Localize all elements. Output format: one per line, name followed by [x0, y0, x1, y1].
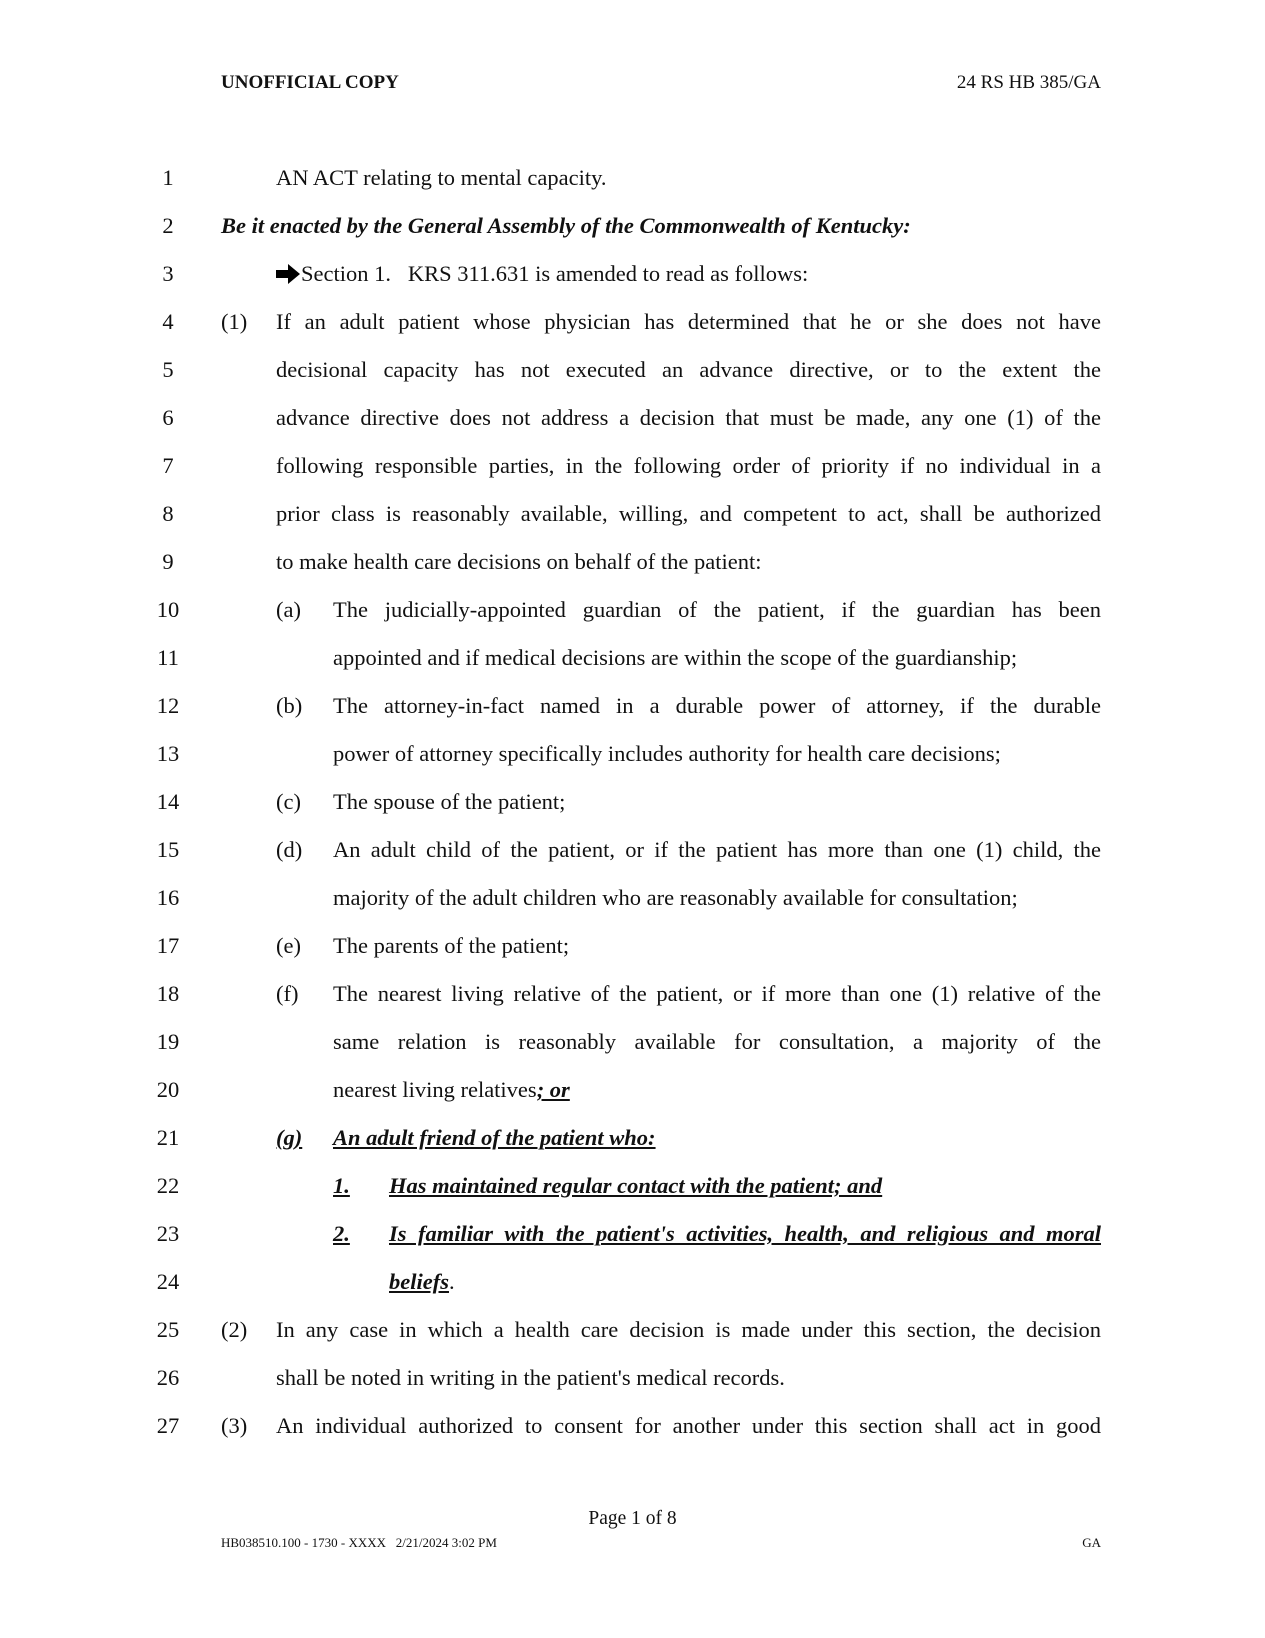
line-text: If an adult patient whose physician has determined that he or she does not have: [276, 309, 1101, 334]
line-6: [0, 403, 1265, 433]
line-text: The attorney-in-fact named in a durable power of attorney, if the durable: [333, 693, 1101, 718]
line-2: [0, 211, 1265, 241]
inserted-item-label: 1.: [333, 1173, 350, 1198]
line-8: [0, 499, 1265, 529]
line-25: [0, 1315, 1265, 1345]
line-text: decisional capacity has not executed an advance directive, or to the extent the: [276, 357, 1101, 382]
line-text: appointed and if medical decisions are within the scope of the guardianship;: [333, 645, 1018, 670]
line-number: 4: [162, 309, 174, 334]
line-24: [0, 1267, 1265, 1297]
line-number: 14: [156, 789, 180, 814]
line-7: [0, 451, 1265, 481]
inserted-text: beliefs: [389, 1269, 449, 1294]
line-text: An adult child of the patient, or if the patient has more than one (1) child, the: [333, 837, 1101, 862]
line-text: The judicially-appointed guardian of the patient, if the guardian has been: [333, 597, 1101, 622]
text-segment: nearest living relatives: [333, 1077, 537, 1102]
line-number: 20: [156, 1077, 180, 1102]
line-number: 10: [156, 597, 180, 622]
line-number: 6: [162, 405, 174, 430]
line-number: 27: [156, 1413, 180, 1438]
line-number: 23: [156, 1221, 180, 1246]
inserted-text: Is familiar with the patient's activities, health, and religious and moral: [389, 1221, 1101, 1246]
line-21: [0, 1123, 1265, 1153]
line-text: power of attorney specifically includes authority for health care decisions;: [333, 741, 1001, 766]
line-5: [0, 355, 1265, 385]
line-27: [0, 1411, 1265, 1441]
line-number: 11: [157, 645, 179, 670]
line-23: [0, 1219, 1265, 1249]
line-16: [0, 883, 1265, 913]
line-12: [0, 691, 1265, 721]
line-number: 18: [156, 981, 180, 1006]
line-text: [333, 1075, 570, 1105]
line-15: [0, 835, 1265, 865]
line-number: 16: [156, 885, 180, 910]
subsection-label: (1): [221, 309, 248, 334]
paragraph-label: (d): [276, 837, 303, 862]
line-9: [0, 547, 1265, 577]
line-4: [0, 307, 1265, 337]
footer-document-id: HB038510.100 - 1730 - XXXX 2/21/2024 3:02 PM: [221, 1535, 497, 1550]
line-text: In any case in which a health care decision is made under this section, the decision: [276, 1317, 1101, 1342]
line-number: 25: [156, 1317, 180, 1342]
line-number: 13: [156, 741, 180, 766]
line-text: The nearest living relative of the patient, or if more than one (1) relative of the: [333, 981, 1101, 1006]
line-text: An individual authorized to consent for another under this section shall act in good: [276, 1413, 1101, 1438]
line-text: The parents of the patient;: [333, 933, 570, 958]
line-19: [0, 1027, 1265, 1057]
line-number: 7: [162, 453, 174, 478]
line-text: prior class is reasonably available, willing, and competent to act, shall be authorized: [276, 501, 1101, 526]
line-number: 17: [156, 933, 180, 958]
line-text: to make health care decisions on behalf of the patient:: [276, 549, 762, 574]
paragraph-label: (f): [276, 981, 299, 1006]
line-number: 19: [156, 1029, 180, 1054]
footer-version: GA: [1082, 1535, 1101, 1550]
subsection-label: (2): [221, 1317, 248, 1342]
line-number: 26: [156, 1365, 180, 1390]
inserted-item-label: 2.: [333, 1221, 350, 1246]
line-number: 1: [162, 165, 174, 190]
line-text: advance directive does not address a decision that must be made, any one (1) of the: [276, 405, 1101, 430]
arrow-right-icon: [276, 264, 300, 284]
paragraph-label: (e): [276, 933, 301, 958]
section-number: Section 1.: [301, 261, 391, 286]
section-text: KRS 311.631 is amended to read as follows:: [407, 261, 809, 286]
line-text: [389, 1267, 455, 1297]
line-26: [0, 1363, 1265, 1393]
line-number: 24: [156, 1269, 180, 1294]
line-22: [0, 1171, 1265, 1201]
line-1: [0, 163, 1265, 193]
section-heading: [276, 259, 808, 289]
paragraph-label: (b): [276, 693, 303, 718]
line-13: [0, 739, 1265, 769]
line-number: 21: [156, 1125, 180, 1150]
line-18: [0, 979, 1265, 1009]
inserted-text: An adult friend of the patient who:: [333, 1125, 656, 1150]
subsection-label: (3): [221, 1413, 248, 1438]
text-segment: .: [448, 1269, 455, 1294]
paragraph-label: (c): [276, 789, 301, 814]
line-text: same relation is reasonably available for consultation, a majority of the: [333, 1029, 1101, 1054]
header-bill-number: 24 RS HB 385/GA: [956, 72, 1101, 93]
line-number: 9: [162, 549, 174, 574]
line-11: [0, 643, 1265, 673]
line-text: The spouse of the patient;: [333, 789, 566, 814]
page-number: Page 1 of 8: [588, 1508, 677, 1529]
line-number: 15: [156, 837, 180, 862]
header-unofficial-copy: UNOFFICIAL COPY: [221, 72, 399, 93]
line-10: [0, 595, 1265, 625]
line-number: 8: [162, 501, 174, 526]
inserted-text: ; or: [536, 1077, 570, 1102]
line-number: 5: [162, 357, 174, 382]
line-20: [0, 1075, 1265, 1105]
line-3: [0, 259, 1265, 289]
line-14: [0, 787, 1265, 817]
line-number: 22: [156, 1173, 180, 1198]
line-number: 3: [162, 261, 174, 286]
paragraph-label: (a): [276, 597, 301, 622]
line-text: following responsible parties, in the following order of priority if no individual in a: [276, 453, 1101, 478]
line-text: majority of the adult children who are reasonably available for consultation;: [333, 885, 1018, 910]
inserted-paragraph-label: (g): [276, 1125, 303, 1150]
line-number: 2: [162, 213, 174, 238]
enacting-clause: Be it enacted by the General Assembly of the Commonwealth of Kentucky:: [221, 213, 911, 238]
line-text: shall be noted in writing in the patient's medical records.: [276, 1365, 785, 1390]
inserted-text: Has maintained regular contact with the patient; and: [389, 1173, 883, 1198]
line-17: [0, 931, 1265, 961]
line-number: 12: [156, 693, 180, 718]
act-title: AN ACT relating to mental capacity.: [276, 165, 607, 190]
